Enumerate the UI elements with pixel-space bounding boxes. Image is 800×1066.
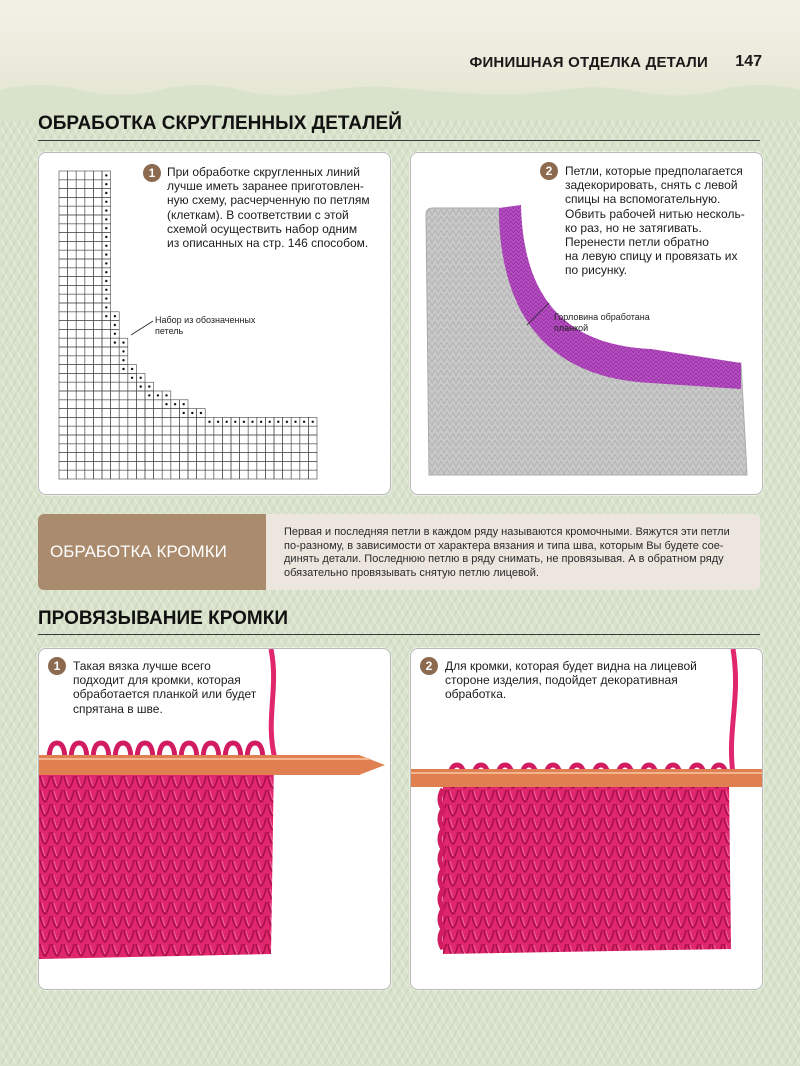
- step-text: Для кромки, которая будет видна на лицевой стороне изделия, подойдет декоративная обработка.: [445, 659, 697, 702]
- step-text: Такая вязка лучше всего подходит для кромки, которая обработается планкой или будет спрятана в шве.: [73, 659, 257, 716]
- step-badge: 1: [48, 657, 66, 675]
- section-rule: [38, 140, 760, 141]
- page-header-banner: [0, 0, 800, 100]
- callout-leader-line: [131, 321, 153, 335]
- step-text: Петли, которые предполагается задекорировать, снять с левой спицы на вспомогательную. Обвить рабочей нитью несколь- ко раз, но не затягивать. Перенести петли обратно на левую спицу и провязать их по рисунку.: [565, 164, 745, 278]
- panel-edge-plain: [38, 648, 391, 990]
- step-badge: 1: [143, 164, 161, 182]
- running-title: ФИНИШНАЯ ОТДЕЛКА ДЕТАЛИ: [469, 54, 708, 71]
- info-bar-edge: [38, 514, 760, 590]
- page-number: 147: [735, 53, 762, 70]
- section-title-rounded: ОБРАБОТКА СКРУГЛЕННЫХ ДЕТАЛЕЙ: [38, 113, 402, 134]
- panel-chart: [38, 152, 391, 495]
- panel-edge-decorative: [410, 648, 763, 990]
- section-title-edge-knitting: ПРОВЯЗЫВАНИЕ КРОМКИ: [38, 608, 288, 629]
- step-badge: 2: [420, 657, 438, 675]
- section-rule: [38, 634, 760, 635]
- info-label: ОБРАБОТКА КРОМКИ: [38, 514, 266, 590]
- step-badge: 2: [540, 162, 558, 180]
- info-text: Первая и последняя петли в каждом ряду называются кромочными. Вяжутся эти петли по-разному, в зависимости от характера вязания и типа шва, которым Вы будете сое- динять детали. Последнюю петлю в ряду снимать, не провязывая. А в обратном ряду обязательно провязывать снятую петлю лицевой.: [284, 526, 730, 579]
- callout-cast-on: Набор из обозначенных петель: [155, 315, 256, 336]
- panel-neckline-photo: [410, 152, 763, 495]
- step-text: При обработке скругленных линий лучше иметь заранее приготовлен- ную схему, расчерченную по петлям (клеткам). В соответствии с этой схемой осуществить набор одним из описанных на стр. 146 способом.: [167, 165, 370, 251]
- callout-neckline: Горловина обработана планкой: [554, 312, 650, 333]
